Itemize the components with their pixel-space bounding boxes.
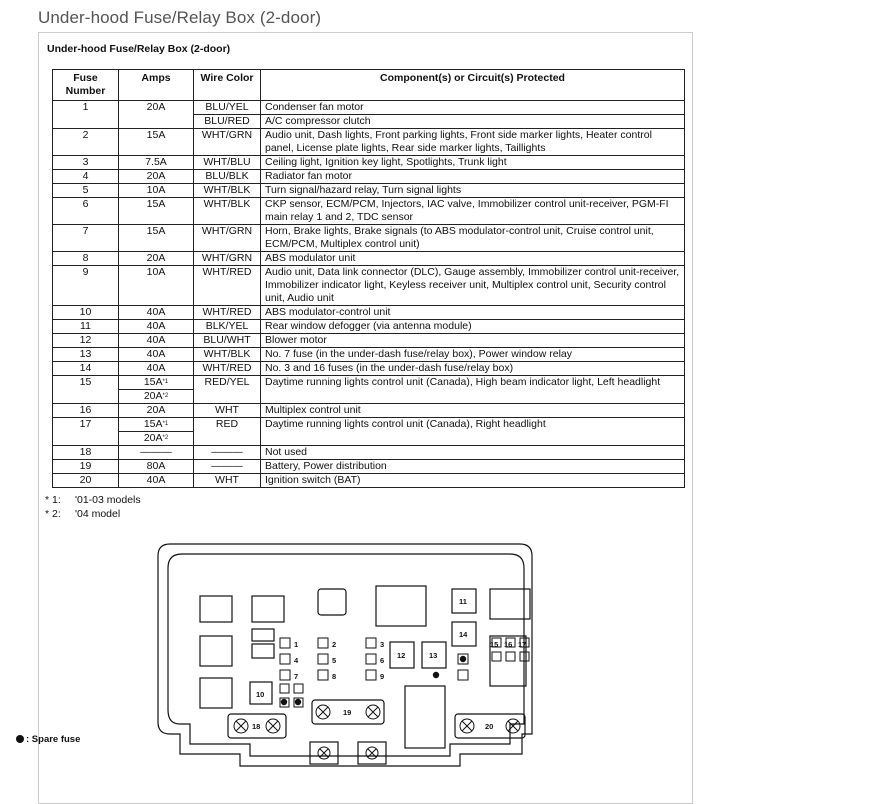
table-row <box>53 266 685 306</box>
table-row <box>53 404 685 418</box>
diagram-label-11: 11 <box>459 597 467 606</box>
cell-component: Daytime running lights control unit (Canada), High beam indicator light, Left headlight <box>261 376 685 404</box>
table-row <box>53 348 685 362</box>
footnote-1: * 1: '01-03 models <box>45 494 141 506</box>
cell-amps: 15A <box>119 225 194 252</box>
fuse-table <box>52 69 685 488</box>
diagram-label-10: 10 <box>256 690 265 699</box>
cell-fuse-number: 7 <box>53 225 119 252</box>
diagram-label-17: 17 <box>518 640 527 649</box>
diagram-label-16: 16 <box>504 640 513 649</box>
cell-component: Audio unit, Data link connector (DLC), Gauge assembly, Immobilizer control unit-receiver, Immobilizer indicator light, Keyless receiver unit, Multiplex control unit, Security control unit, Audio unit <box>261 266 685 306</box>
table-row <box>53 376 685 404</box>
cell-amps: 15A <box>119 198 194 225</box>
cell-wire-color: WHT/BLK <box>194 348 261 362</box>
table-row <box>53 198 685 225</box>
cell-fuse-number: 2 <box>53 129 119 156</box>
cell-amps: 10A <box>119 266 194 306</box>
header-amps: Amps <box>119 70 194 101</box>
fuse-box-diagram <box>140 534 555 779</box>
table-row <box>53 306 685 320</box>
cell-wire-color: BLU/YEL BLU/RED <box>194 101 261 129</box>
cell-fuse-number: 10 <box>53 306 119 320</box>
cell-component: Turn signal/hazard relay, Turn signal lights <box>261 184 685 198</box>
cell-component: Multiplex control unit <box>261 404 685 418</box>
cell-amps: $15A^{*1}$ $20A^{*2}$ <box>119 376 194 404</box>
cell-amps: ——— <box>119 446 194 460</box>
cell-wire-color: WHT/GRN <box>194 129 261 156</box>
diagram-label-18: 18 <box>252 722 261 731</box>
cell-fuse-number: 8 <box>53 252 119 266</box>
cell-fuse-number: 20 <box>53 474 119 488</box>
diagram-label-19: 19 <box>343 708 352 717</box>
cell-component: ABS modulator-control unit <box>261 306 685 320</box>
cell-fuse-number: 9 <box>53 266 119 306</box>
cell-component: Rear window defogger (via antenna module) <box>261 320 685 334</box>
diagram-label-12: 12 <box>397 651 406 660</box>
cell-wire-color: ——— <box>194 446 261 460</box>
cell-fuse-number: 3 <box>53 156 119 170</box>
cell-amps: 40A <box>119 334 194 348</box>
cell-wire-color: RED <box>194 418 261 446</box>
cell-component: No. 3 and 16 fuses (in the under-dash fuse/relay box) <box>261 362 685 376</box>
diagram-label-9: 9 <box>380 672 385 681</box>
table-row <box>53 129 685 156</box>
cell-wire-color: WHT/GRN <box>194 252 261 266</box>
table-row <box>53 474 685 488</box>
cell-amps: 40A <box>119 306 194 320</box>
cell-component: Blower motor <box>261 334 685 348</box>
diagram-label-7: 7 <box>294 672 299 681</box>
cell-fuse-number: 16 <box>53 404 119 418</box>
table-row <box>53 334 685 348</box>
table-row <box>53 184 685 198</box>
cell-component: Battery, Power distribution <box>261 460 685 474</box>
cell-amps: 80A <box>119 460 194 474</box>
spare-fuse-dot-icon <box>16 735 24 743</box>
cell-wire-color: WHT/GRN <box>194 225 261 252</box>
cell-fuse-number: 14 <box>53 362 119 376</box>
cell-fuse-number: 13 <box>53 348 119 362</box>
table-row <box>53 320 685 334</box>
diagram-label-14: 14 <box>459 630 468 639</box>
page-title: Under-hood Fuse/Relay Box (2-door) <box>38 8 322 27</box>
table-row <box>53 170 685 184</box>
table-row <box>53 418 685 446</box>
cell-fuse-number: 18 <box>53 446 119 460</box>
diagram-label-8: 8 <box>332 672 337 681</box>
diagram-label-6: 6 <box>380 656 385 665</box>
diagram-label-3: 3 <box>380 640 385 649</box>
table-row <box>53 225 685 252</box>
table-row <box>53 362 685 376</box>
diagram-label-4: 4 <box>294 656 299 665</box>
cell-amps: $15A^{*1}$ $20A^{*2}$ <box>119 418 194 446</box>
header-fuse-number: Fuse Number <box>53 70 119 101</box>
cell-component: No. 7 fuse (in the under-dash fuse/relay box), Power window relay <box>261 348 685 362</box>
cell-component: Horn, Brake lights, Brake signals (to ABS modulator-control unit, Cruise control unit, ECM/PCM, Multiplex control unit) <box>261 225 685 252</box>
cell-wire-color: WHT/BLU <box>194 156 261 170</box>
cell-fuse-number: 1 <box>53 101 119 129</box>
cell-fuse-number: 5 <box>53 184 119 198</box>
cell-fuse-number: 4 <box>53 170 119 184</box>
header-wire-color: Wire Color <box>194 70 261 101</box>
footnotes <box>45 493 141 521</box>
cell-amps: 15A <box>119 129 194 156</box>
figure-title: Under-hood Fuse/Relay Box (2-door) <box>47 43 231 55</box>
cell-component: Audio unit, Dash lights, Front parking lights, Front side marker lights, Heater control panel, License plate lights, Rear side marker lights, Taillights <box>261 129 685 156</box>
cell-amps: 40A <box>119 320 194 334</box>
diagram-label-1: 1 <box>294 640 299 649</box>
cell-amps: 40A <box>119 348 194 362</box>
cell-component: Radiator fan motor <box>261 170 685 184</box>
diagram-label-5: 5 <box>332 656 337 665</box>
diagram-label-20: 20 <box>485 722 494 731</box>
cell-amps: 7.5A <box>119 156 194 170</box>
footnote-2: * 2: '04 model <box>45 508 121 520</box>
cell-amps: 20A <box>119 170 194 184</box>
spare-fuse-legend: : Spare fuse <box>16 734 80 745</box>
cell-component: Daytime running lights control unit (Canada), Right headlight <box>261 418 685 446</box>
table-row <box>53 446 685 460</box>
cell-wire-color: WHT/RED <box>194 306 261 320</box>
diagram-label-2: 2 <box>332 640 337 649</box>
cell-amps: 20A <box>119 404 194 418</box>
cell-wire-color: WHT/BLK <box>194 198 261 225</box>
cell-amps: 40A <box>119 474 194 488</box>
header-component: Component(s) or Circuit(s) Protected <box>261 70 685 101</box>
table-row <box>53 252 685 266</box>
cell-wire-color: WHT/BLK <box>194 184 261 198</box>
table-row <box>53 156 685 170</box>
cell-fuse-number: 17 <box>53 418 119 446</box>
cell-wire-color: BLK/YEL <box>194 320 261 334</box>
cell-component: ABS modulator unit <box>261 252 685 266</box>
diagram-label-13: 13 <box>429 651 438 660</box>
cell-fuse-number: 19 <box>53 460 119 474</box>
cell-wire-color: WHT <box>194 474 261 488</box>
table-header-row <box>53 70 685 101</box>
cell-amps: 20A <box>119 101 194 129</box>
cell-fuse-number: 11 <box>53 320 119 334</box>
table-row <box>53 460 685 474</box>
cell-wire-color: WHT/RED <box>194 362 261 376</box>
cell-wire-color: WHT/RED <box>194 266 261 306</box>
cell-amps: 20A <box>119 252 194 266</box>
diagram-label-15: 15 <box>490 640 499 649</box>
cell-component: Ceiling light, Ignition key light, Spotlights, Trunk light <box>261 156 685 170</box>
cell-component: Not used <box>261 446 685 460</box>
cell-component: Condenser fan motor A/C compressor clutch <box>261 101 685 129</box>
cell-wire-color: RED/YEL <box>194 376 261 404</box>
cell-fuse-number: 6 <box>53 198 119 225</box>
cell-wire-color: BLU/WHT <box>194 334 261 348</box>
cell-wire-color: WHT <box>194 404 261 418</box>
cell-fuse-number: 15 <box>53 376 119 404</box>
cell-wire-color: ——— <box>194 460 261 474</box>
table-row <box>53 101 685 129</box>
cell-amps: 10A <box>119 184 194 198</box>
cell-wire-color: BLU/BLK <box>194 170 261 184</box>
cell-component: CKP sensor, ECM/PCM, Injectors, IAC valve, Immobilizer control unit-receiver, PGM-FI main relay 1 and 2, TDC sensor <box>261 198 685 225</box>
cell-component: Ignition switch (BAT) <box>261 474 685 488</box>
cell-amps: 40A <box>119 362 194 376</box>
cell-fuse-number: 12 <box>53 334 119 348</box>
